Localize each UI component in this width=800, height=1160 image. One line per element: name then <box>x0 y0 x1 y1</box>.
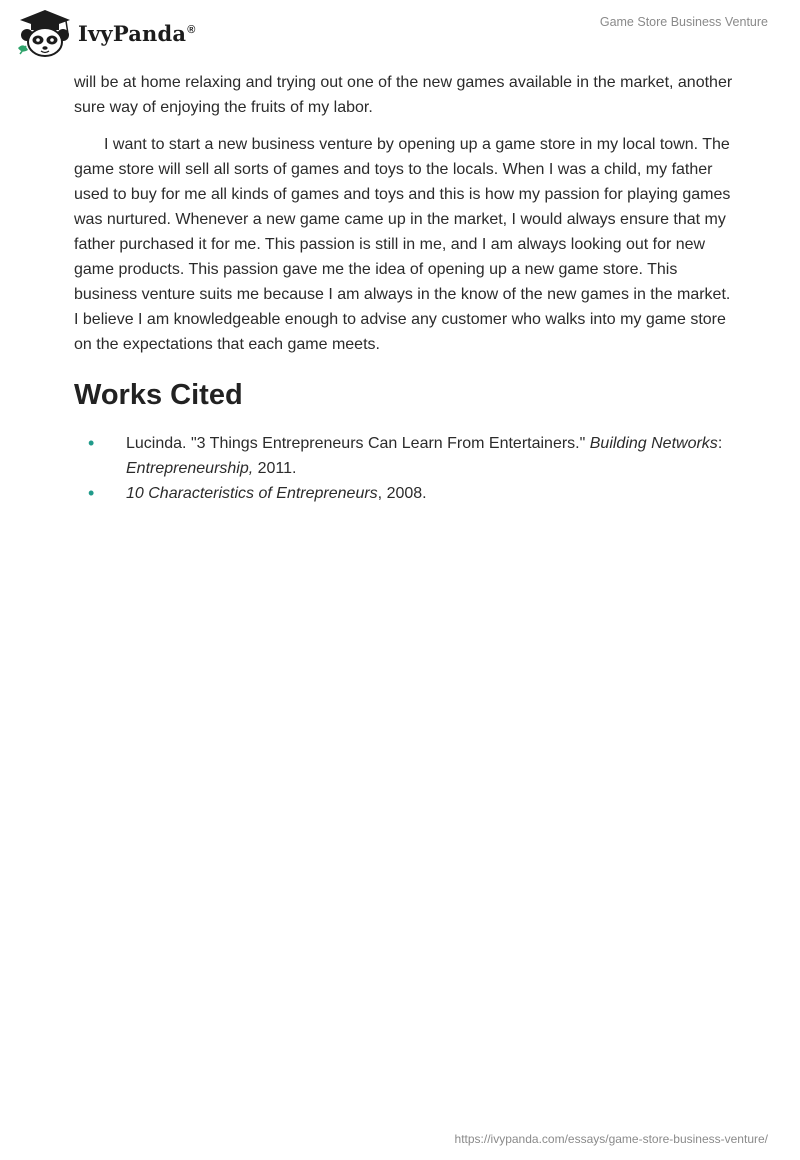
paragraph-continued: will be at home relaxing and trying out one of the new games available in the market, another sure way of enjoying the fruits of my labor. <box>74 74 733 116</box>
document-title: Game Store Business Venture <box>599 15 768 29</box>
citation-item <box>74 431 734 481</box>
citation-year: 2011. <box>253 460 297 477</box>
citation-section: Entrepreneurship, <box>126 460 254 477</box>
works-cited-list <box>74 431 734 506</box>
brand-logo[interactable] <box>14 8 196 58</box>
source-url-link[interactable]: https://ivypanda.com/essays/game-store-business-venture/ <box>454 1132 768 1146</box>
registered-mark: ® <box>187 23 196 36</box>
bullet-icon: • <box>88 483 95 503</box>
citation-title: 10 Characteristics of Entrepreneurs <box>126 485 378 502</box>
works-cited-heading: Works Cited <box>74 379 243 411</box>
paragraph-business-venture: I want to start a new business venture by opening up a game store in my local town. The game store will sell all sorts of games and toys to the locals. When I was a child, my father used to buy for me all kinds of games and toys and this is how my passion for playing games was nurtured. Whenever a new game came up in the market, I would always ensure that my father purchased it for me. This passion is still in me, and I am always looking out for new game products. This passion gave me the idea of opening up a new game store. This business venture suits me because I am always in the know of the new games in the market. I believe I am knowledgeable enough to advise any customer who walks into my game store on the expectations that each game meets. <box>74 136 731 353</box>
panda-graduate-icon <box>14 8 76 58</box>
brand-name: IvyPanda® <box>78 20 196 46</box>
bullet-icon: • <box>88 433 95 453</box>
essay-content <box>74 70 734 506</box>
citation-year: , 2008. <box>377 485 427 502</box>
page-header <box>0 0 800 64</box>
citation-source: Building Networks <box>589 435 718 452</box>
citation-item <box>74 481 734 506</box>
citation-author-title: Lucinda. "3 Things Entrepreneurs Can Learn From Entertainers." <box>126 435 590 452</box>
citation-separator: : <box>717 435 723 452</box>
